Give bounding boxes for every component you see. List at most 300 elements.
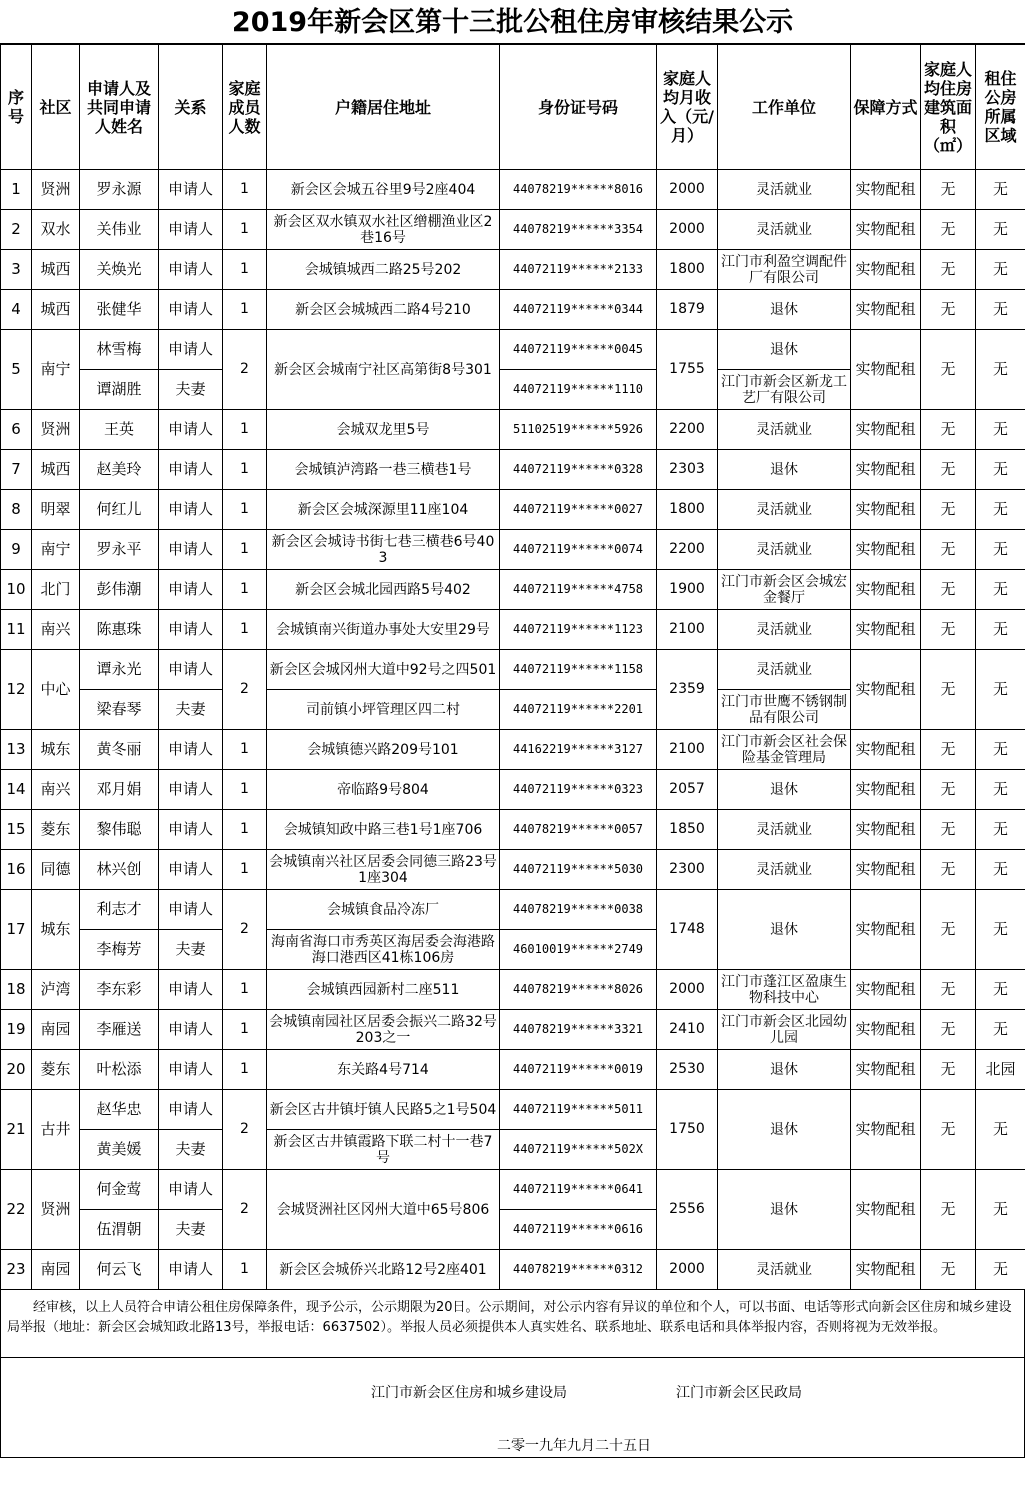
monthly-income: 2100	[657, 730, 718, 770]
relation: 申请人	[159, 250, 223, 290]
monthly-income: 2410	[657, 1010, 718, 1050]
id-number: 44072119******0045	[500, 330, 657, 370]
header-region: 租住公房所属区域	[976, 45, 1025, 170]
relation: 申请人	[159, 530, 223, 570]
table-row	[1, 1250, 1025, 1290]
family-members: 2	[223, 1170, 267, 1250]
rental-region: 无	[976, 450, 1025, 490]
family-members: 1	[223, 610, 267, 650]
table-row	[1, 1090, 1025, 1130]
household-address: 新会区会城北园西路5号402	[267, 570, 500, 610]
household-address: 新会区会城侨兴北路12号2座401	[267, 1250, 500, 1290]
row-number: 5	[1, 330, 32, 410]
applicant-name: 李东彩	[80, 970, 159, 1010]
employer: 灵活就业	[718, 850, 851, 890]
employer: 江门市利盈空调配件厂有限公司	[718, 250, 851, 290]
housing-area: 无	[921, 170, 976, 210]
monthly-income: 2200	[657, 530, 718, 570]
guarantee-type: 实物配租	[851, 450, 921, 490]
relation: 申请人	[159, 490, 223, 530]
housing-area: 无	[921, 730, 976, 770]
applicant-name: 王英	[80, 410, 159, 450]
employer: 灵活就业	[718, 810, 851, 850]
community: 双水	[32, 210, 80, 250]
row-number: 21	[1, 1090, 32, 1170]
guarantee-type: 实物配租	[851, 1090, 921, 1170]
housing-area: 无	[921, 490, 976, 530]
id-number: 44072119******0027	[500, 490, 657, 530]
applicant-name: 叶松添	[80, 1050, 159, 1090]
family-members: 2	[223, 650, 267, 730]
housing-area: 无	[921, 530, 976, 570]
table-row	[1, 530, 1025, 570]
guarantee-type: 实物配租	[851, 490, 921, 530]
housing-area: 无	[921, 890, 976, 970]
row-number: 3	[1, 250, 32, 290]
housing-area: 无	[921, 770, 976, 810]
family-members: 1	[223, 410, 267, 450]
employer: 江门市新会区社会保险基金管理局	[718, 730, 851, 770]
guarantee-type: 实物配租	[851, 770, 921, 810]
community: 贤洲	[32, 170, 80, 210]
monthly-income: 2000	[657, 1250, 718, 1290]
rental-region: 无	[976, 1010, 1025, 1050]
household-address: 会城双龙里5号	[267, 410, 500, 450]
guarantee-type: 实物配租	[851, 650, 921, 730]
family-members: 2	[223, 890, 267, 970]
housing-area: 无	[921, 1250, 976, 1290]
employer: 灵活就业	[718, 170, 851, 210]
applicant-name: 罗永平	[80, 530, 159, 570]
guarantee-type: 实物配租	[851, 1010, 921, 1050]
header-id-number: 身份证号码	[500, 45, 657, 170]
table-row	[1, 610, 1025, 650]
household-address: 新会区会城五谷里9号2座404	[267, 170, 500, 210]
relation: 申请人	[159, 650, 223, 690]
applicant-name: 谭湖胜	[80, 370, 159, 410]
table-row	[1, 450, 1025, 490]
monthly-income: 2000	[657, 170, 718, 210]
community: 贤洲	[32, 1170, 80, 1250]
row-number: 10	[1, 570, 32, 610]
table-row	[1, 290, 1025, 330]
monthly-income: 1800	[657, 250, 718, 290]
row-number: 8	[1, 490, 32, 530]
guarantee-type: 实物配租	[851, 1170, 921, 1250]
community: 同德	[32, 850, 80, 890]
housing-area: 无	[921, 570, 976, 610]
id-number: 44078219******8016	[500, 170, 657, 210]
id-number: 44072119******4758	[500, 570, 657, 610]
family-members: 1	[223, 1050, 267, 1090]
table-row	[1, 570, 1025, 610]
relation: 夫妻	[159, 1130, 223, 1170]
table-body	[1, 170, 1025, 1290]
table-row	[1, 1050, 1025, 1090]
employer: 退休	[718, 290, 851, 330]
table-row	[1, 650, 1025, 690]
family-members: 2	[223, 330, 267, 410]
community: 明翠	[32, 490, 80, 530]
community: 南园	[32, 1250, 80, 1290]
family-members: 1	[223, 530, 267, 570]
row-number: 9	[1, 530, 32, 570]
header-no: 序号	[1, 45, 32, 170]
id-number: 44078219******0312	[500, 1250, 657, 1290]
family-members: 1	[223, 490, 267, 530]
header-guarantee: 保障方式	[851, 45, 921, 170]
community: 南宁	[32, 330, 80, 410]
housing-area: 无	[921, 410, 976, 450]
housing-area: 无	[921, 1050, 976, 1090]
household-address: 新会区会城冈州大道中92号之四501	[267, 650, 500, 690]
community: 泸湾	[32, 970, 80, 1010]
row-number: 2	[1, 210, 32, 250]
relation: 申请人	[159, 770, 223, 810]
rental-region: 无	[976, 290, 1025, 330]
applicant-name: 张健华	[80, 290, 159, 330]
monthly-income: 2200	[657, 410, 718, 450]
community: 古井	[32, 1090, 80, 1170]
row-number: 6	[1, 410, 32, 450]
relation: 夫妻	[159, 1210, 223, 1250]
household-address: 会城镇南园社区居委会振兴二路32号203之一	[267, 1010, 500, 1050]
relation: 申请人	[159, 1010, 223, 1050]
row-number: 16	[1, 850, 32, 890]
household-address: 东关路4号714	[267, 1050, 500, 1090]
relation: 申请人	[159, 210, 223, 250]
family-members: 1	[223, 770, 267, 810]
employer: 退休	[718, 890, 851, 970]
id-number: 44072119******502X	[500, 1130, 657, 1170]
id-number: 44072119******0616	[500, 1210, 657, 1250]
table-row	[1, 770, 1025, 810]
rental-region: 无	[976, 330, 1025, 410]
guarantee-type: 实物配租	[851, 730, 921, 770]
monthly-income: 1879	[657, 290, 718, 330]
id-number: 46010019******2749	[500, 930, 657, 970]
relation: 夫妻	[159, 370, 223, 410]
applicant-name: 林雪梅	[80, 330, 159, 370]
id-number: 44072119******2201	[500, 690, 657, 730]
housing-area: 无	[921, 250, 976, 290]
household-address: 会城贤洲社区冈州大道中65号806	[267, 1170, 500, 1250]
header-community: 社区	[32, 45, 80, 170]
guarantee-type: 实物配租	[851, 1250, 921, 1290]
row-number: 19	[1, 1010, 32, 1050]
housing-area: 无	[921, 1170, 976, 1250]
relation: 申请人	[159, 1170, 223, 1210]
row-number: 4	[1, 290, 32, 330]
table-row	[1, 730, 1025, 770]
housing-area: 无	[921, 450, 976, 490]
id-number: 51102519******5926	[500, 410, 657, 450]
table-row	[1, 810, 1025, 850]
rental-region: 无	[976, 1250, 1025, 1290]
rental-region: 无	[976, 650, 1025, 730]
table-row	[1, 970, 1025, 1010]
table-row	[1, 850, 1025, 890]
row-number: 7	[1, 450, 32, 490]
id-number: 44072119******0019	[500, 1050, 657, 1090]
household-address: 帝临路9号804	[267, 770, 500, 810]
family-members: 1	[223, 250, 267, 290]
housing-area: 无	[921, 970, 976, 1010]
family-members: 1	[223, 810, 267, 850]
guarantee-type: 实物配租	[851, 290, 921, 330]
employer: 退休	[718, 330, 851, 370]
signature-date: 二零一九年九月二十五日	[497, 1435, 651, 1455]
applicant-name: 关伟业	[80, 210, 159, 250]
employer: 退休	[718, 1050, 851, 1090]
employer: 灵活就业	[718, 490, 851, 530]
applicant-name: 黄美媛	[80, 1130, 159, 1170]
relation: 申请人	[159, 970, 223, 1010]
relation: 申请人	[159, 610, 223, 650]
row-number: 18	[1, 970, 32, 1010]
id-number: 44072119******5011	[500, 1090, 657, 1130]
community: 南园	[32, 1010, 80, 1050]
page-title: 2019年新会区第十三批公租住房审核结果公示	[0, 0, 1025, 44]
id-number: 44078219******3321	[500, 1010, 657, 1050]
guarantee-type: 实物配租	[851, 170, 921, 210]
employer: 灵活就业	[718, 410, 851, 450]
housing-area: 无	[921, 850, 976, 890]
employer: 江门市新会区北园幼儿园	[718, 1010, 851, 1050]
employer: 退休	[718, 770, 851, 810]
rental-region: 无	[976, 890, 1025, 970]
applicant-name: 赵美玲	[80, 450, 159, 490]
housing-area: 无	[921, 810, 976, 850]
housing-area: 无	[921, 1010, 976, 1050]
monthly-income: 2100	[657, 610, 718, 650]
header-name: 申请人及共同申请人姓名	[80, 45, 159, 170]
monthly-income: 1748	[657, 890, 718, 970]
applicant-name: 赵华忠	[80, 1090, 159, 1130]
guarantee-type: 实物配租	[851, 330, 921, 410]
housing-area: 无	[921, 290, 976, 330]
rental-region: 无	[976, 490, 1025, 530]
monthly-income: 2556	[657, 1170, 718, 1250]
family-members: 1	[223, 170, 267, 210]
applicant-name: 陈惠珠	[80, 610, 159, 650]
table-row	[1, 890, 1025, 930]
housing-area: 无	[921, 650, 976, 730]
signature-housing-bureau: 江门市新会区住房和城乡建设局	[371, 1382, 567, 1402]
rental-region: 无	[976, 730, 1025, 770]
id-number: 44072119******0344	[500, 290, 657, 330]
household-address: 新会区古井镇霞路下联二村十一巷7号	[267, 1130, 500, 1170]
relation: 申请人	[159, 850, 223, 890]
id-number: 44072119******2133	[500, 250, 657, 290]
id-number: 44078219******3354	[500, 210, 657, 250]
relation: 申请人	[159, 1250, 223, 1290]
id-number: 44072119******1123	[500, 610, 657, 650]
applicant-name: 何云飞	[80, 1250, 159, 1290]
guarantee-type: 实物配租	[851, 970, 921, 1010]
community: 城西	[32, 450, 80, 490]
header-income: 家庭人均月收入（元/月）	[657, 45, 718, 170]
household-address: 司前镇小坪管理区四二村	[267, 690, 500, 730]
community: 中心	[32, 650, 80, 730]
employer: 退休	[718, 1090, 851, 1170]
applicant-name: 何红儿	[80, 490, 159, 530]
header-members: 家庭成员人数	[223, 45, 267, 170]
household-address: 会城镇南兴街道办事处大安里29号	[267, 610, 500, 650]
row-number: 12	[1, 650, 32, 730]
guarantee-type: 实物配租	[851, 810, 921, 850]
monthly-income: 2530	[657, 1050, 718, 1090]
household-address: 会城镇食品冷冻厂	[267, 890, 500, 930]
family-members: 1	[223, 850, 267, 890]
relation: 夫妻	[159, 930, 223, 970]
relation: 申请人	[159, 570, 223, 610]
monthly-income: 2057	[657, 770, 718, 810]
applicant-name: 黎伟聪	[80, 810, 159, 850]
community: 城西	[32, 290, 80, 330]
guarantee-type: 实物配租	[851, 250, 921, 290]
relation: 申请人	[159, 450, 223, 490]
table-row	[1, 410, 1025, 450]
housing-area: 无	[921, 330, 976, 410]
family-members: 2	[223, 1090, 267, 1170]
applicant-name: 关焕光	[80, 250, 159, 290]
page-margin	[0, 1458, 1025, 1498]
rental-region: 无	[976, 1090, 1025, 1170]
employer: 灵活就业	[718, 1250, 851, 1290]
signature-area	[0, 1358, 1025, 1458]
table-row	[1, 170, 1025, 210]
relation: 申请人	[159, 170, 223, 210]
applicant-name: 梁春琴	[80, 690, 159, 730]
id-number: 44072119******0074	[500, 530, 657, 570]
table-row	[1, 1010, 1025, 1050]
monthly-income: 2303	[657, 450, 718, 490]
row-number: 11	[1, 610, 32, 650]
applicant-name: 林兴创	[80, 850, 159, 890]
housing-area: 无	[921, 210, 976, 250]
row-number: 17	[1, 890, 32, 970]
community: 城东	[32, 730, 80, 770]
community: 菱东	[32, 1050, 80, 1090]
rental-region: 无	[976, 530, 1025, 570]
family-members: 1	[223, 570, 267, 610]
community: 南宁	[32, 530, 80, 570]
id-number: 44072119******0641	[500, 1170, 657, 1210]
row-number: 23	[1, 1250, 32, 1290]
household-address: 新会区古井镇圩镇人民路5之1号504	[267, 1090, 500, 1130]
applicant-name: 伍渭朝	[80, 1210, 159, 1250]
household-address: 新会区会城诗书街七巷三横巷6号403	[267, 530, 500, 570]
rental-region: 无	[976, 770, 1025, 810]
family-members: 1	[223, 730, 267, 770]
relation: 申请人	[159, 1090, 223, 1130]
rental-region: 无	[976, 810, 1025, 850]
employer: 江门市新会区会城宏金餐厅	[718, 570, 851, 610]
monthly-income: 2359	[657, 650, 718, 730]
household-address: 会城镇西园新村二座511	[267, 970, 500, 1010]
community: 城东	[32, 890, 80, 970]
household-address: 会城镇德兴路209号101	[267, 730, 500, 770]
guarantee-type: 实物配租	[851, 530, 921, 570]
applicant-name: 黄冬丽	[80, 730, 159, 770]
community: 南兴	[32, 770, 80, 810]
applicant-name: 利志才	[80, 890, 159, 930]
monthly-income: 1900	[657, 570, 718, 610]
notice-text: 经审核，以上人员符合申请公租住房保障条件，现予公示，公示期限为20日。公示期间，对公示内容有异议的单位和个人，可以书面、电话等形式向新会区住房和城乡建设局举报（地址：新会区会城知政北路13号，举报电话：6637502）。举报人员必须提供本人真实姓名、联系地址、联系电话和具体举报内容，否则将视为无效举报。	[0, 1290, 1025, 1358]
rental-region: 北园	[976, 1050, 1025, 1090]
row-number: 15	[1, 810, 32, 850]
row-number: 1	[1, 170, 32, 210]
row-number: 20	[1, 1050, 32, 1090]
guarantee-type: 实物配租	[851, 410, 921, 450]
review-results-table	[0, 44, 1025, 1290]
rental-region: 无	[976, 170, 1025, 210]
id-number: 44072119******0328	[500, 450, 657, 490]
id-number: 44072119******1110	[500, 370, 657, 410]
community: 贤洲	[32, 410, 80, 450]
guarantee-type: 实物配租	[851, 890, 921, 970]
applicant-name: 邓月娟	[80, 770, 159, 810]
household-address: 会城镇知政中路三巷1号1座706	[267, 810, 500, 850]
household-address: 会城镇南兴社区居委会同德三路23号1座304	[267, 850, 500, 890]
signature-civil-affairs-bureau: 江门市新会区民政局	[676, 1382, 802, 1402]
community: 菱东	[32, 810, 80, 850]
employer: 灵活就业	[718, 610, 851, 650]
monthly-income: 1800	[657, 490, 718, 530]
row-number: 22	[1, 1170, 32, 1250]
table-row	[1, 1170, 1025, 1210]
header-relation: 关系	[159, 45, 223, 170]
row-number: 14	[1, 770, 32, 810]
community: 北门	[32, 570, 80, 610]
employer: 灵活就业	[718, 530, 851, 570]
family-members: 1	[223, 290, 267, 330]
applicant-name: 谭永光	[80, 650, 159, 690]
table-row	[1, 330, 1025, 370]
rental-region: 无	[976, 1170, 1025, 1250]
household-address: 会城镇城西二路25号202	[267, 250, 500, 290]
rental-region: 无	[976, 570, 1025, 610]
id-number: 44162219******3127	[500, 730, 657, 770]
employer: 江门市蓬江区盈康生物科技中心	[718, 970, 851, 1010]
monthly-income: 2000	[657, 970, 718, 1010]
relation: 申请人	[159, 810, 223, 850]
applicant-name: 罗永源	[80, 170, 159, 210]
household-address: 新会区会城南宁社区高第街8号301	[267, 330, 500, 410]
guarantee-type: 实物配租	[851, 210, 921, 250]
monthly-income: 1750	[657, 1090, 718, 1170]
housing-area: 无	[921, 1090, 976, 1170]
rental-region: 无	[976, 210, 1025, 250]
relation: 夫妻	[159, 690, 223, 730]
employer: 灵活就业	[718, 650, 851, 690]
applicant-name: 何金莺	[80, 1170, 159, 1210]
id-number: 44078219******8026	[500, 970, 657, 1010]
relation: 申请人	[159, 730, 223, 770]
rental-region: 无	[976, 410, 1025, 450]
rental-region: 无	[976, 250, 1025, 290]
guarantee-type: 实物配租	[851, 1050, 921, 1090]
relation: 申请人	[159, 410, 223, 450]
family-members: 1	[223, 450, 267, 490]
family-members: 1	[223, 1010, 267, 1050]
rental-region: 无	[976, 970, 1025, 1010]
rental-region: 无	[976, 610, 1025, 650]
family-members: 1	[223, 1250, 267, 1290]
community: 南兴	[32, 610, 80, 650]
table-row	[1, 210, 1025, 250]
